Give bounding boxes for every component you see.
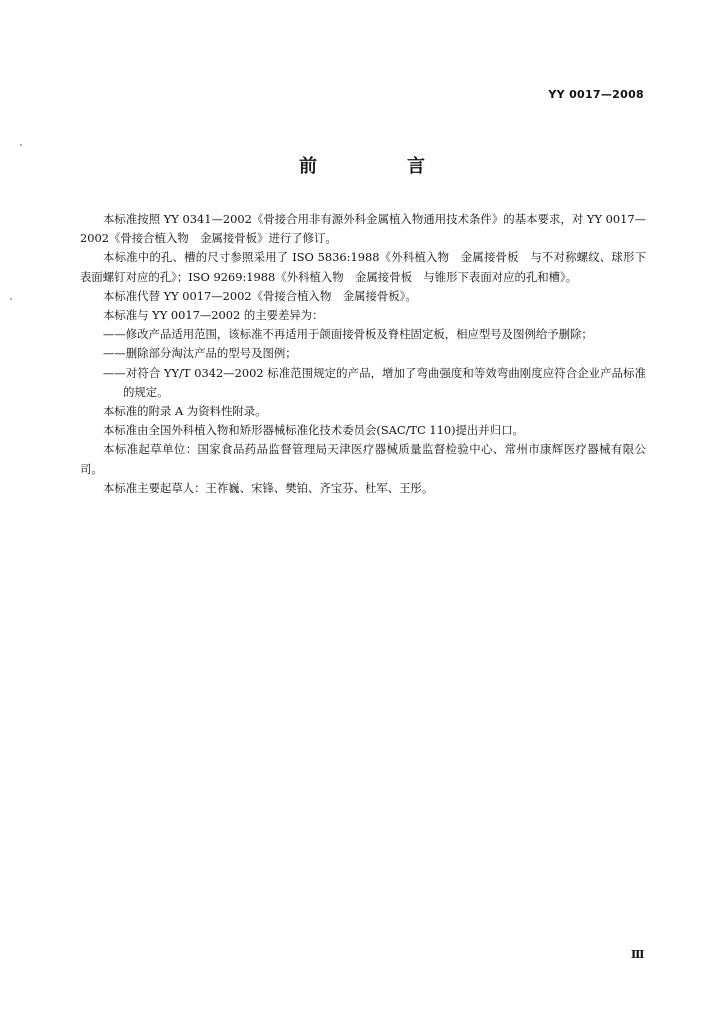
paragraph-drafting-units: 本标准起草单位：国家食品药品监督管理局天津医疗器械质量监督检验中心、常州市康辉医疗器械有限公司。 [80,442,646,476]
paragraph-hole-reference: 本标准中的孔、槽的尺寸参照采用了 ISO 5836:1988《外科植入物 金属接骨板 与不对称螺纹、球形下表面螺钉对应的孔》；ISO 9269:1988《外科植入物 金属接骨板 与锥形下表面对应的孔和槽》。 [80,250,646,284]
scan-speck [10,298,12,300]
page-title: 前 言 [299,156,461,177]
paragraph-replaces: 本标准代替 YY 0017—2002《骨接合植入物 金属接骨板》。 [103,288,417,303]
difference-item: ——删除部分淘汰产品的型号及图例； [103,346,297,361]
paragraph-appendix: 本标准的附录 A 为资料性附录。 [103,404,267,419]
paragraph-differences-intro: 本标准与 YY 0017—2002 的主要差异为： [103,308,324,323]
scan-speck [20,144,22,146]
paragraph-proposer: 本标准由全国外科植入物和矫形器械标准化技术委员会(SAC/TC 110)提出并归口。 [103,423,524,438]
paragraph-basis: 本标准按照 YY 0341—2002《骨接合用非有源外科金属植入物通用技术条件》的基本要求，对 YY 0017—2002《骨接合植入物 金属接骨板》进行了修订。 [80,212,646,246]
difference-item: ——修改产品适用范围，该标准不再适用于颌面接骨板及脊柱固定板，相应型号及图例给予删除； [103,327,593,342]
page-number: Ⅲ [631,948,645,961]
standard-code: YY 0017—2008 [548,88,644,101]
document-body [80,210,646,498]
paragraph-drafters: 本标准主要起草人：王祚巍、宋锋、樊铂、齐宝芬、杜军、王彤。 [103,480,434,495]
difference-item: ——对符合 YY/T 0342—2002 标准范围规定的产品，增加了弯曲强度和等效弯曲刚度应符合企业产品标准的规定。 [103,365,646,399]
